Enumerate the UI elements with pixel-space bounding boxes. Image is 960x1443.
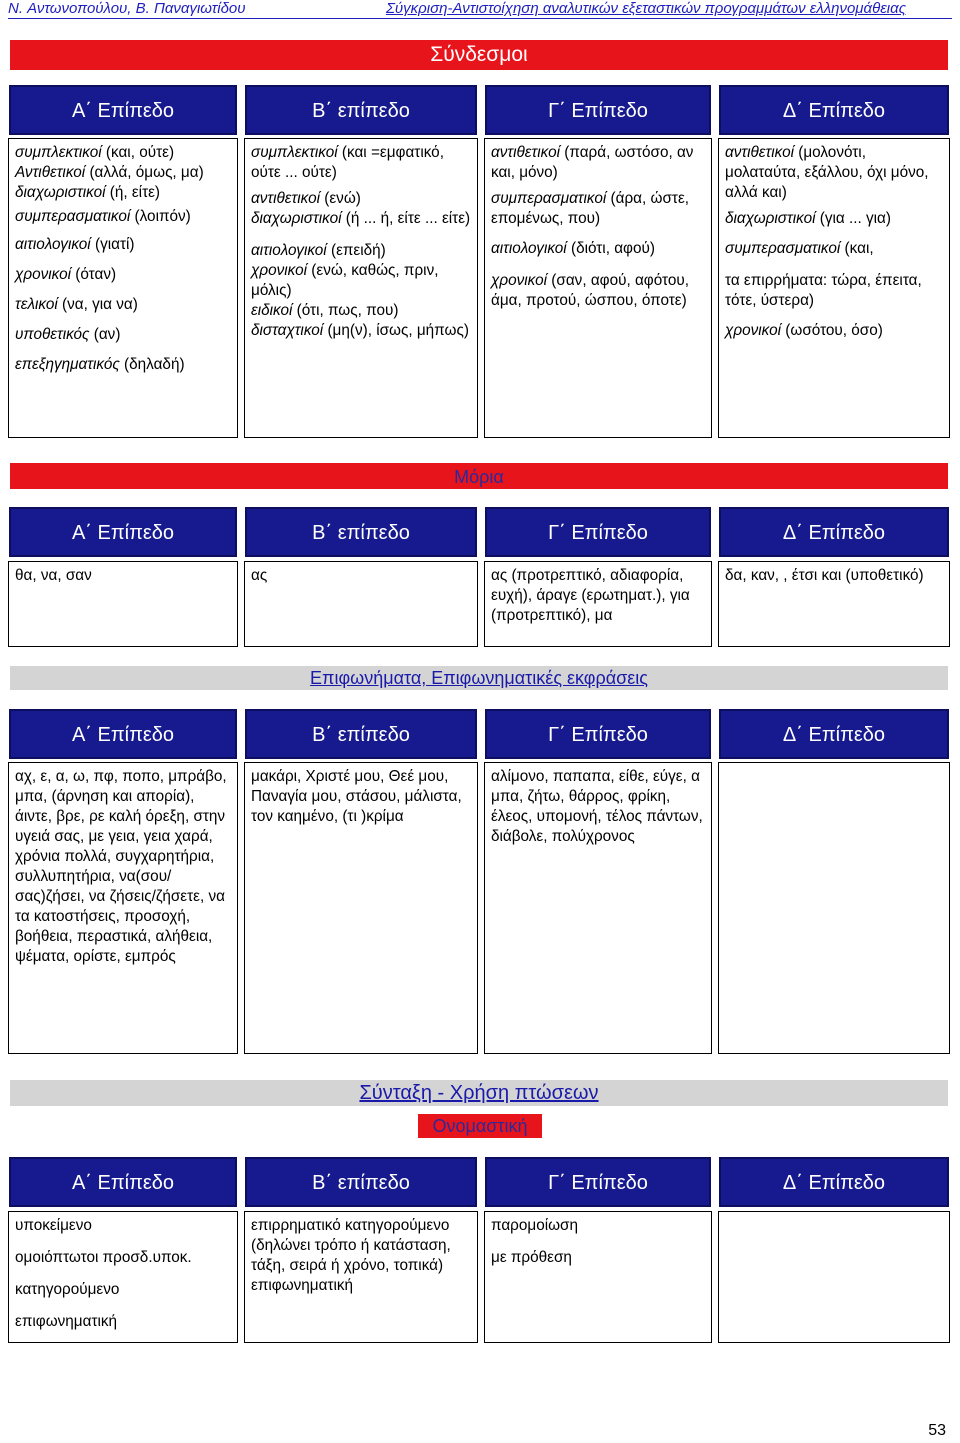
- list-item: με πρόθεση: [491, 1249, 572, 1266]
- level-header-row: [8, 84, 950, 136]
- level-a-header: Α΄ Επίπεδο: [8, 84, 238, 136]
- header-authors: N. Αντωνοπούλου, Β. Παναγιωτίδου: [8, 0, 246, 17]
- syntaxi-level-b: επιρρηματικό κατηγορούμενο (δηλώνει τρόπο ή κατάσταση, τάξη, σειρά ή χρόνο, τοπικά) επιφωνηματική: [244, 1211, 478, 1343]
- epifonimata-level-b: μακάρι, Χριστέ μου, Θεέ μου, Παναγία μου, στάσου, μάλιστα, τον καημένο, (τι )κρίμα: [244, 762, 478, 1054]
- epifonimata-row: [8, 762, 950, 1054]
- level-header-row: [8, 708, 950, 760]
- syntaxi-level-a: [8, 1211, 238, 1343]
- list-item: ομοιόπτωτοι προσδ.υποκ.: [15, 1249, 192, 1266]
- list-item: διαχωριστικοί (για ... για): [725, 210, 891, 227]
- subsection-title-onomastiki: Ονομαστική: [418, 1114, 542, 1138]
- header-rule: [8, 18, 952, 19]
- level-d-header: Δ΄ Επίπεδο: [718, 708, 950, 760]
- list-item: αιτιολογικοί (γιατί): [15, 236, 135, 253]
- level-d-header: Δ΄ Επίπεδο: [718, 84, 950, 136]
- level-b-header: Β΄ επίπεδο: [244, 708, 478, 760]
- syntaxi-level-c: [484, 1211, 712, 1343]
- section-title-syntaxi: Σύνταξη - Χρήση πτώσεων: [10, 1080, 948, 1106]
- level-a-header: Α΄ Επίπεδο: [8, 708, 238, 760]
- level-header-row: [8, 506, 950, 558]
- level-d-header: Δ΄ Επίπεδο: [718, 1156, 950, 1208]
- list-item: αιτιολογικοί (διότι, αφού): [491, 240, 655, 257]
- list-item: αντιθετικοί (παρά, ωστόσο, αν και, μόνο): [491, 144, 694, 181]
- epifonimata-level-d: [718, 762, 950, 1054]
- list-item: κατηγορούμενο: [15, 1281, 120, 1298]
- list-item: επεξηγηματικός (δηλαδή): [15, 356, 185, 373]
- list-item: συμπερασματικοί (και,: [725, 240, 874, 257]
- syntaxi-row: [8, 1211, 950, 1343]
- list-item: αντιθετικοί (μολονότι, μολαταύτα, εξάλλου, όχι μόνο, αλλά και): [725, 144, 929, 201]
- list-item: επιφωνηματική: [15, 1313, 118, 1330]
- syntaxi-level-d: [718, 1211, 950, 1343]
- syndesmoi-level-c: [484, 138, 712, 438]
- moria-level-c: ας (προτρεπτικό, αδιαφορία, ευχή), άραγε (ερωτηματ.), για (προτρεπτικό), μα: [484, 561, 712, 647]
- page-number: 53: [928, 1422, 946, 1439]
- list-item: Αντιθετικοί (αλλά, όμως, μα): [15, 164, 204, 181]
- epifonimata-level-a: αχ, ε, α, ω, πφ, ποπο, μπράβο, μπα, (άρνηση και απορία), άιντε, βρε, ρε καλή όρεξη, στην υγειά σας, με γεια, γεια χαρά, χρόνια πολλά, συγχαρητήρια, συλλυπητήρια, να(σου/σας)ζήσει, να ζήσεις/ζήσετε, να τα κατοστήσεις, προσοχή, βοήθεια, περαστικά, αλήθεια, ψέματα, ορίστε, εμπρός: [8, 762, 238, 1054]
- list-item: τελικοί (να, για να): [15, 296, 138, 313]
- moria-level-b: ας: [244, 561, 478, 647]
- list-item: δισταχτικοί (μη(ν), ίσως, μήπως): [251, 322, 469, 339]
- section-title-moria: Μόρια: [10, 463, 948, 489]
- list-item: αιτιολογικοί (επειδή): [251, 242, 386, 259]
- list-item: συμπλεκτικοί (και, ούτε): [15, 144, 175, 161]
- header-title: Σύγκριση-Αντιστοίχηση αναλυτικών εξεταστικών προγραμμάτων ελληνομάθειας: [385, 0, 906, 17]
- moria-level-d: δα, καν, , έτσι και (υποθετικό): [718, 561, 950, 647]
- list-item: διαχωριστικοί (ή, είτε): [15, 184, 161, 201]
- list-item: συμπερασματικοί (λοιπόν): [15, 208, 191, 225]
- level-header-row: [8, 1156, 950, 1208]
- list-item: τα επιρρήματα: τώρα, έπειτα, τότε, ύστερα): [725, 272, 922, 309]
- list-item: χρονικοί (ενώ, καθώς, πριν, μόλις): [251, 262, 439, 299]
- syndesmoi-row: [8, 138, 950, 438]
- section-title-syndesmoi: Σύνδεσμοι: [10, 40, 948, 70]
- level-d-header: Δ΄ Επίπεδο: [718, 506, 950, 558]
- level-a-header: Α΄ Επίπεδο: [8, 1156, 238, 1208]
- list-item: παρομοίωση: [491, 1217, 579, 1234]
- list-item: συμπλεκτικοί (και =εμφατικό, ούτε ... ούτε): [251, 144, 444, 181]
- epifonimata-level-c: αλίμονο, παπαπα, είθε, εύγε, α μπα, ζήτω, θάρρος, φρίκη, έλεος, υπομονή, τέλος πάντων, διάβολε, πολύχρονος: [484, 762, 712, 1054]
- list-item: αντιθετικοί (ενώ): [251, 190, 361, 207]
- list-item: χρονικοί (σαν, αφού, αφότου, άμα, προτού, ώσπου, όποτε): [491, 272, 689, 309]
- list-item: διαχωριστικοί (ή ... ή, είτε ... είτε): [251, 210, 471, 227]
- section-title-epifonimata: Επιφωνήματα, Επιφωνηματικές εκφράσεις: [10, 666, 948, 690]
- list-item: συμπερασματικοί (άρα, ώστε, επομένως, που): [491, 190, 690, 227]
- level-c-header: Γ΄ Επίπεδο: [484, 1156, 712, 1208]
- running-header: [8, 0, 952, 17]
- list-item: υποκείμενο: [15, 1217, 92, 1234]
- level-b-header: Β΄ επίπεδο: [244, 84, 478, 136]
- list-item: χρονικοί (ωσότου, όσο): [725, 322, 883, 339]
- level-b-header: Β΄ επίπεδο: [244, 506, 478, 558]
- list-item: χρονικοί (όταν): [15, 266, 117, 283]
- syndesmoi-level-d: [718, 138, 950, 438]
- syndesmoi-level-b: [244, 138, 478, 438]
- list-item: υποθετικός (αν): [15, 326, 121, 343]
- level-c-header: Γ΄ Επίπεδο: [484, 506, 712, 558]
- moria-level-a: θα, να, σαν: [8, 561, 238, 647]
- level-c-header: Γ΄ Επίπεδο: [484, 708, 712, 760]
- list-item: ειδικοί (ότι, πως, που): [251, 302, 399, 319]
- level-a-header: Α΄ Επίπεδο: [8, 506, 238, 558]
- moria-row: [8, 561, 950, 647]
- level-b-header: Β΄ επίπεδο: [244, 1156, 478, 1208]
- level-c-header: Γ΄ Επίπεδο: [484, 84, 712, 136]
- syndesmoi-level-a: [8, 138, 238, 438]
